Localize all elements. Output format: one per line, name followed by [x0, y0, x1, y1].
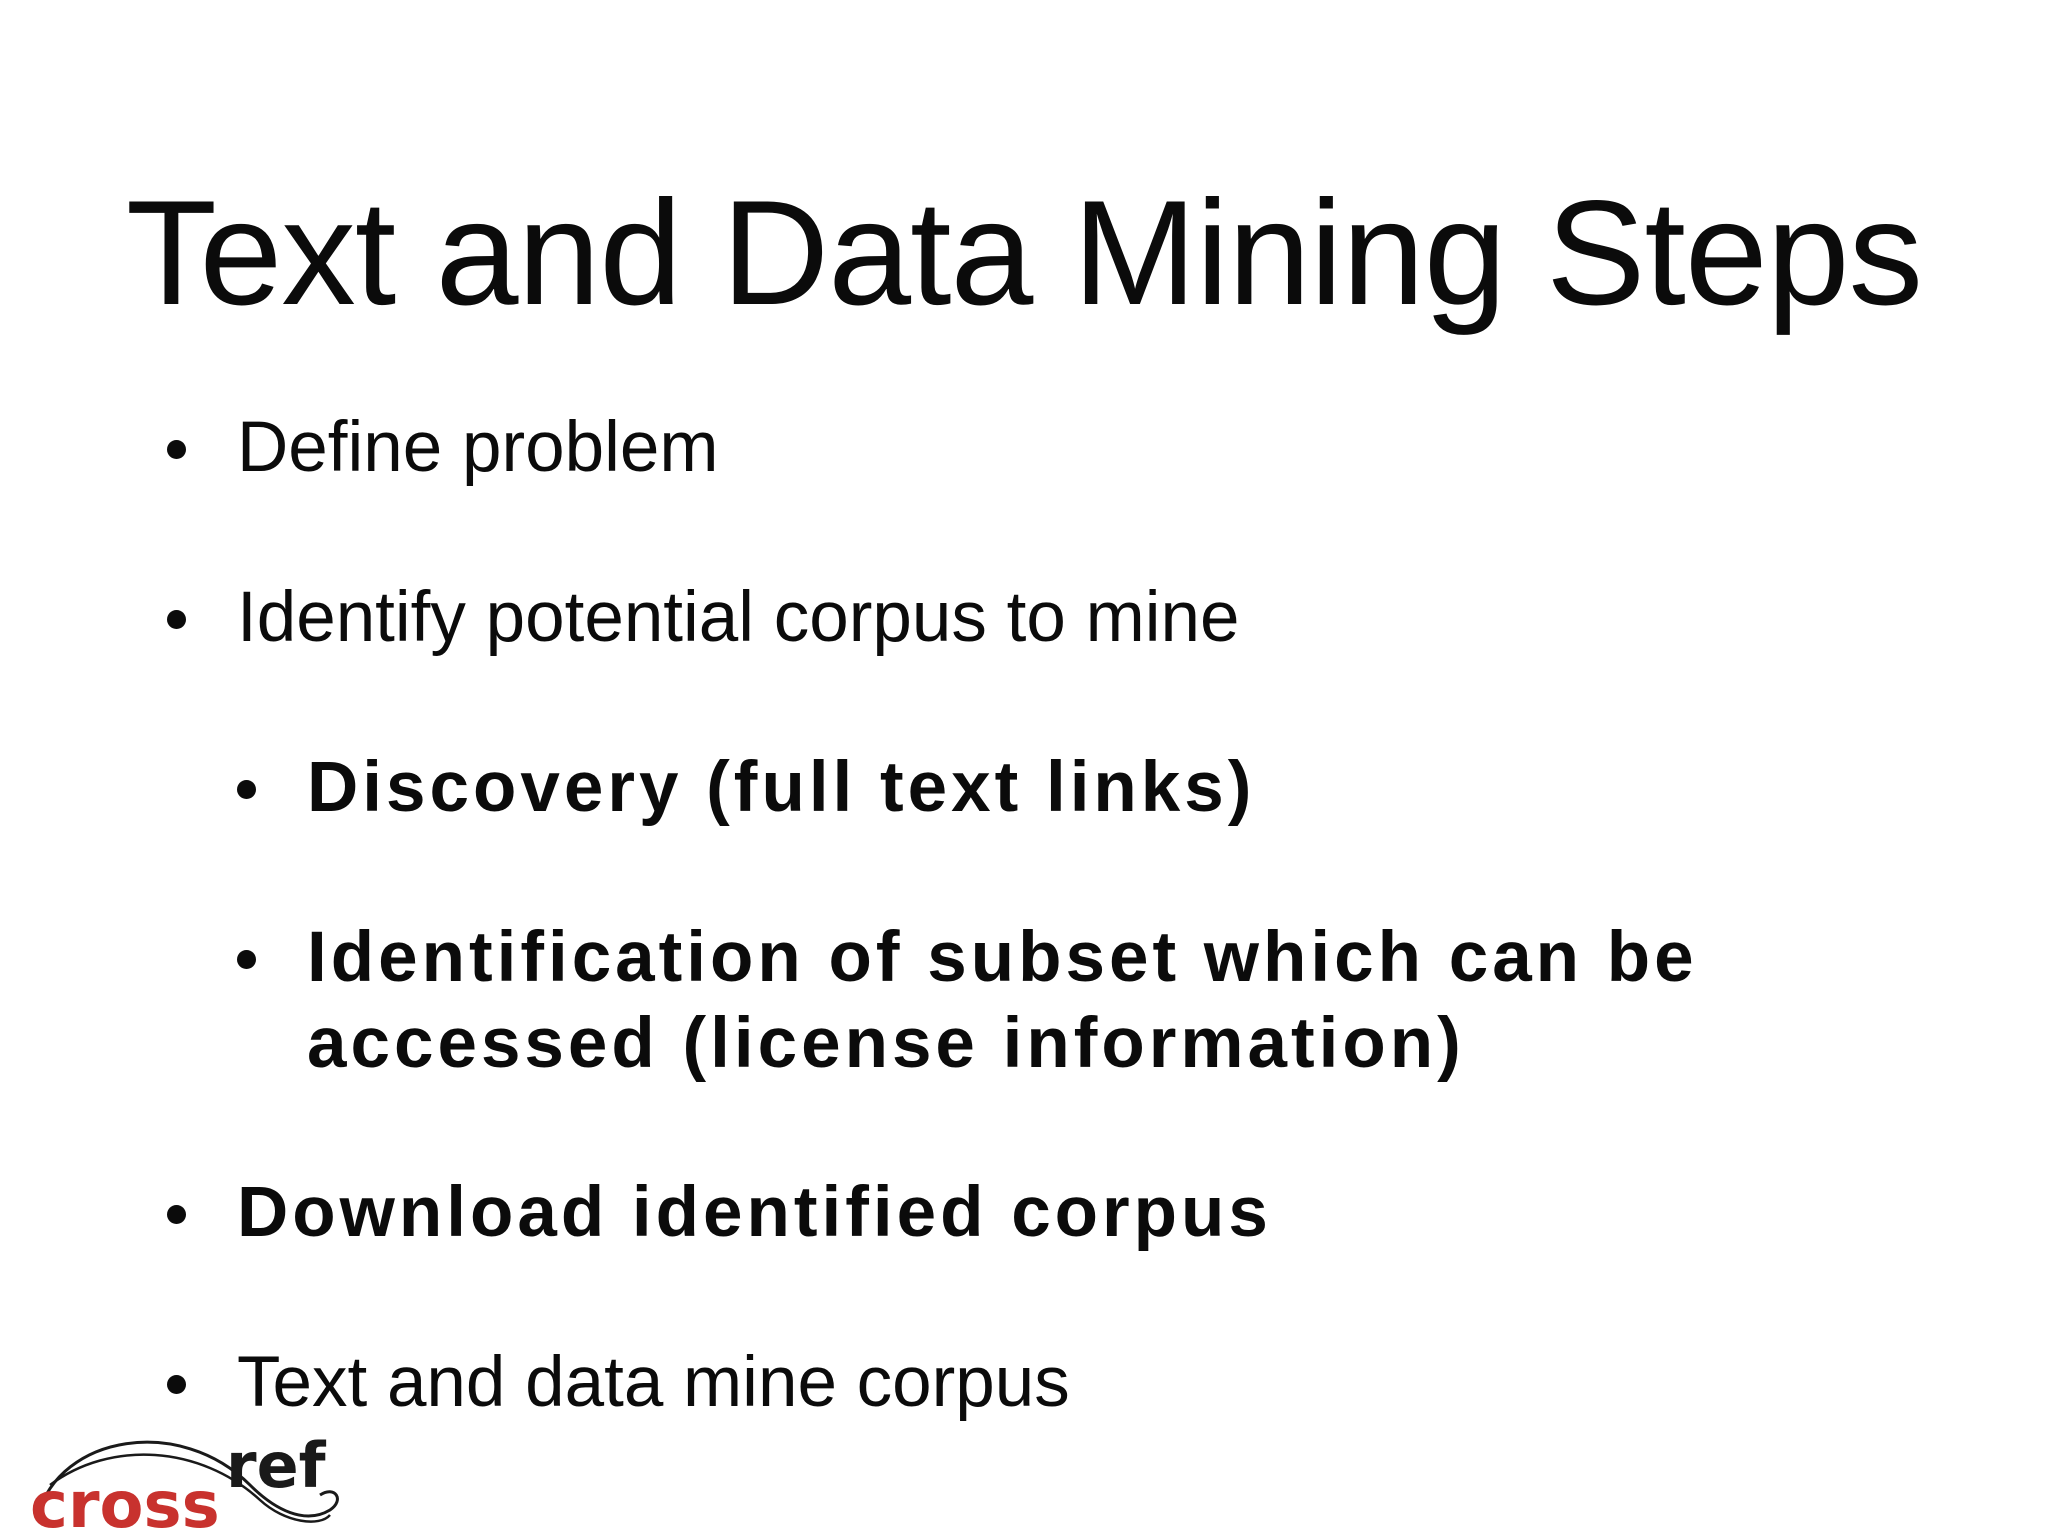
- bullet-dot-icon: [237, 780, 256, 799]
- sub-bullet-item: [237, 915, 1698, 1087]
- bullet-dot-icon: [167, 440, 186, 459]
- bullet-text: Define problem: [237, 408, 719, 487]
- slide-title: Text and Data Mining Steps: [125, 169, 1923, 336]
- bullet-text-line: Identification of subset which can be: [307, 918, 1698, 997]
- bullet-item: [167, 1340, 1070, 1426]
- bullet-dot-icon: [237, 950, 256, 969]
- bullet-dot-icon: [167, 1375, 186, 1394]
- bullet-dot-icon: [167, 1205, 186, 1224]
- bullet-item: [167, 1170, 1272, 1256]
- bullet-item: [167, 405, 718, 491]
- sub-bullet-item: [237, 745, 1255, 831]
- crossref-logo-icon: [30, 1415, 350, 1535]
- bullet-text: Download identified corpus: [237, 1173, 1272, 1252]
- bullet-text: Text and data mine corpus: [237, 1343, 1070, 1422]
- logo-word-main: cross: [30, 1469, 220, 1535]
- logo-word-sup: ref: [226, 1429, 326, 1502]
- bullet-item: [167, 575, 1239, 661]
- bullet-dot-icon: [167, 610, 186, 629]
- bullet-text: Identify potential corpus to mine: [237, 578, 1240, 657]
- bullet-text: Discovery (full text links): [307, 748, 1256, 827]
- bullet-text-line: accessed (license information): [307, 1004, 1465, 1083]
